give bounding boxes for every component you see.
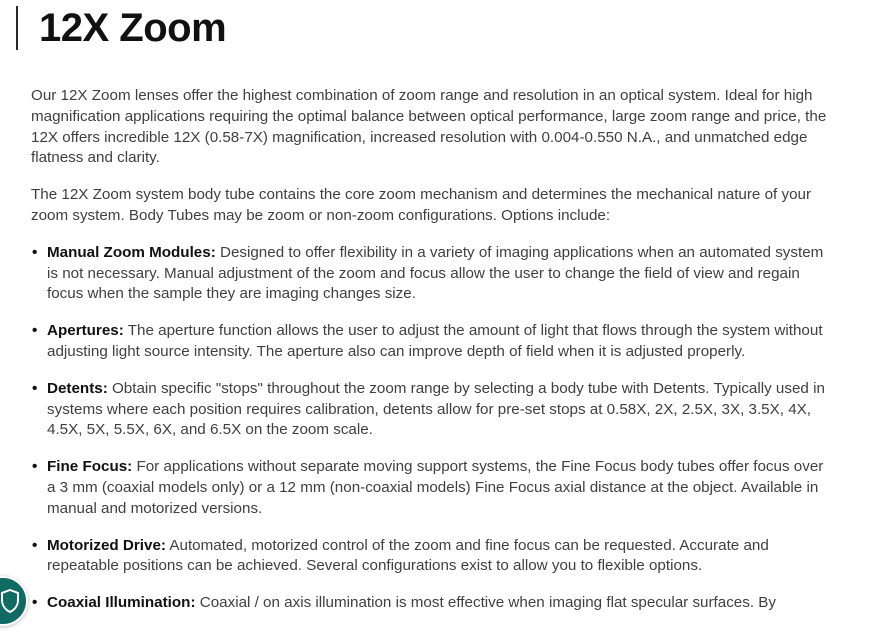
feature-title: Fine Focus:	[47, 458, 133, 476]
bullet-icon: •	[32, 243, 38, 261]
feature-description: The aperture function allows the user to adjust the amount of light that flows through the system without adjusting light source intensity. The aperture also can improve depth of field when it is adjusted properly.	[47, 322, 823, 360]
list-item	[31, 593, 831, 614]
article-body	[31, 86, 831, 630]
list-item	[31, 457, 831, 519]
feature-title: Detents:	[47, 379, 108, 397]
page-title: 12X Zoom	[39, 6, 227, 50]
feature-title: Motorized Drive:	[47, 536, 166, 554]
shield-icon	[0, 589, 20, 613]
feature-description: Obtain specific "stops" throughout the zoom range by selecting a body tube with Detents. Typically used in systems where each position requires calibration, detents allow for pre-set stops at 0.58X, 2X, 2.5X, 3X, 3.5X, 4X, 4.5X, 5X, 5.5X, 6X, and 6.5X on the zoom scale.	[47, 379, 825, 439]
title-accent-bar	[16, 6, 18, 50]
intro-paragraph: Our 12X Zoom lenses offer the highest combination of zoom range and resolution in an optical system. Ideal for high magnification applications requiring the optimal balance between optical performance, large zoom range and price, the 12X offers incredible 12X (0.58-7X) magnification, increased resolution with 0.004-0.550 N.A., and unmatched edge flatness and clarity.	[31, 87, 827, 167]
feature-description: For applications without separate moving support systems, the Fine Focus body tubes offer focus over a 3 mm (coaxial models only) or a 12 mm (non-coaxial models) Fine Focus axial distance at the object. Available in manual and motorized versions.	[47, 458, 824, 517]
bullet-icon: •	[32, 379, 38, 397]
list-item	[31, 536, 831, 578]
list-item	[31, 321, 831, 363]
list-item	[31, 379, 831, 441]
feature-list	[31, 243, 831, 614]
feature-title: Coaxial Illumination:	[47, 594, 196, 612]
feature-description: Designed to offer flexibility in a variety of imaging applications when an automated system is not necessary. Manual adjustment of the zoom and focus allow the user to change the field of view and regain focus when the sample they are imaging changes size.	[47, 243, 824, 303]
list-item	[31, 243, 831, 305]
feature-description: Coaxial / on axis illumination is most effective when imaging flat specular surfaces. By	[195, 594, 777, 612]
bullet-icon: •	[32, 536, 38, 554]
bullet-icon: •	[32, 322, 38, 340]
options-intro-paragraph: The 12X Zoom system body tube contains the core zoom mechanism and determines the mechanical nature of your zoom system. Body Tubes may be zoom or non-zoom configurations. Options include:	[31, 186, 812, 224]
feature-description: Automated, motorized control of the zoom and fine focus can be requested. Accurate and repeatable positions can be achieved. Several configurations exist to allow you to flexible options.	[47, 536, 769, 575]
bullet-icon: •	[32, 458, 38, 476]
chat-widget-button[interactable]	[0, 576, 28, 626]
feature-title: Apertures:	[47, 322, 124, 340]
feature-title: Manual Zoom Modules:	[47, 243, 216, 261]
bullet-icon: •	[32, 594, 38, 612]
